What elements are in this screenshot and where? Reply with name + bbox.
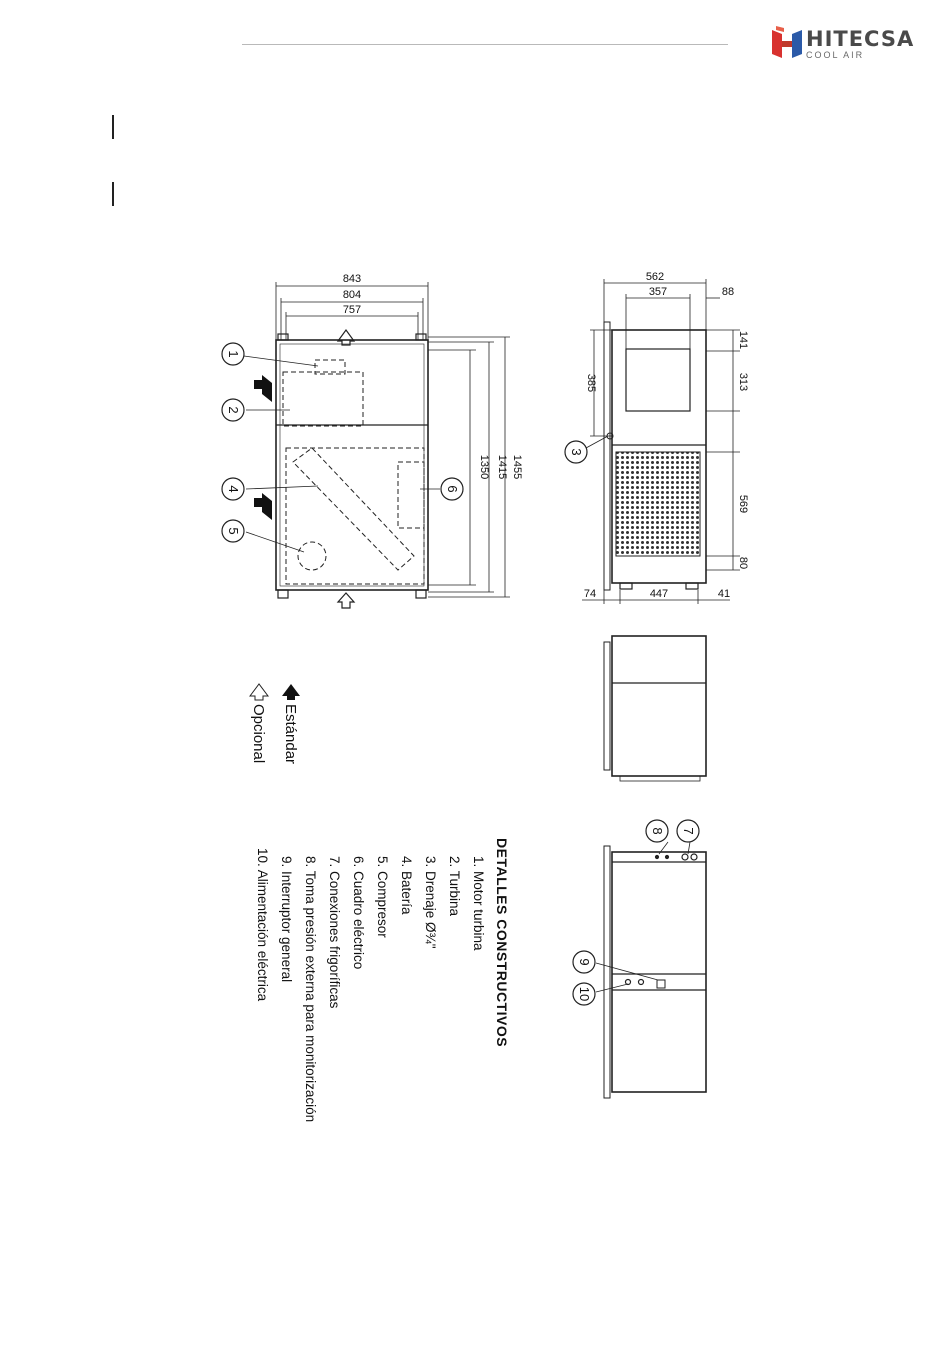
dim-357: 357 [648,286,668,298]
legend-optional-label: Opcional [250,704,267,764]
dim-1415: 1415 [496,454,508,480]
coil-shape [293,448,414,570]
front-callouts [222,343,463,542]
dim-41: 41 [717,588,731,600]
side-grille [616,452,700,556]
detail-item-5: 5. Compresor [375,856,390,938]
callout-6: 6 [445,485,460,493]
side-access-panel [626,349,690,411]
compressor-shape [298,542,326,570]
dim-569: 569 [737,494,749,514]
detail-item-8: 8. Toma presión externa para monitorización [303,856,318,1123]
brand-tagline: COOL AIR [806,50,865,60]
callout-5: 5 [226,527,241,535]
dim-385: 385 [585,373,597,393]
dim-88: 88 [721,286,735,298]
dim-562: 562 [645,271,665,283]
fan-section [283,372,363,426]
dim-757: 757 [342,304,362,316]
standard-legend-arrow-icon [282,684,300,700]
optional-airflow-top-icon [338,330,354,345]
front-view [244,282,510,608]
optional-legend-arrow-icon [250,684,268,700]
detail-item-7: 7. Conexiones frigoríficas [327,856,342,1009]
legend-standard-label: Estándar [282,704,299,765]
standard-airflow-bottom-icon [254,493,272,520]
top-view [604,636,706,781]
callout-3: 3 [569,448,584,456]
dim-74: 74 [583,588,597,600]
details-title: DETALLES CONSTRUCTIVOS [494,838,510,1048]
detail-item-9: 9. Interruptor general [279,856,294,983]
brand-name: HITECSA [806,27,915,51]
dim-843: 843 [342,273,362,285]
dim-80: 80 [737,556,749,570]
callout-10: 10 [577,986,592,1002]
airflow-legend [250,684,300,764]
detail-item-3: 3. Drenaje Ø¾" [423,856,438,949]
detail-item-6: 6. Cuadro eléctrico [351,856,366,970]
callout-2: 2 [226,406,241,414]
callout-8: 8 [650,827,665,835]
side-view [565,279,740,604]
optional-airflow-bottom-icon [338,593,354,608]
dim-141: 141 [737,330,749,350]
construction-details [255,838,510,1122]
detail-item-1: 1. Motor turbina [471,856,486,951]
detail-item-2: 2. Turbina [447,856,462,917]
dim-804: 804 [342,289,362,301]
electric-box [398,462,424,528]
front-outline [276,340,428,590]
callout-1: 1 [226,350,241,358]
lower-section [286,448,424,584]
detail-item-4: 4. Batería [399,856,414,915]
dim-447: 447 [649,588,669,600]
dim-1455: 1455 [511,454,523,480]
dim-1350: 1350 [478,454,490,480]
callout-4: 4 [226,485,241,493]
callout-9: 9 [577,958,592,966]
standard-airflow-top-icon [254,375,272,402]
detail-item-10: 10. Alimentación eléctrica [255,848,270,1002]
callout-7: 7 [681,827,696,835]
dim-313: 313 [737,372,749,392]
